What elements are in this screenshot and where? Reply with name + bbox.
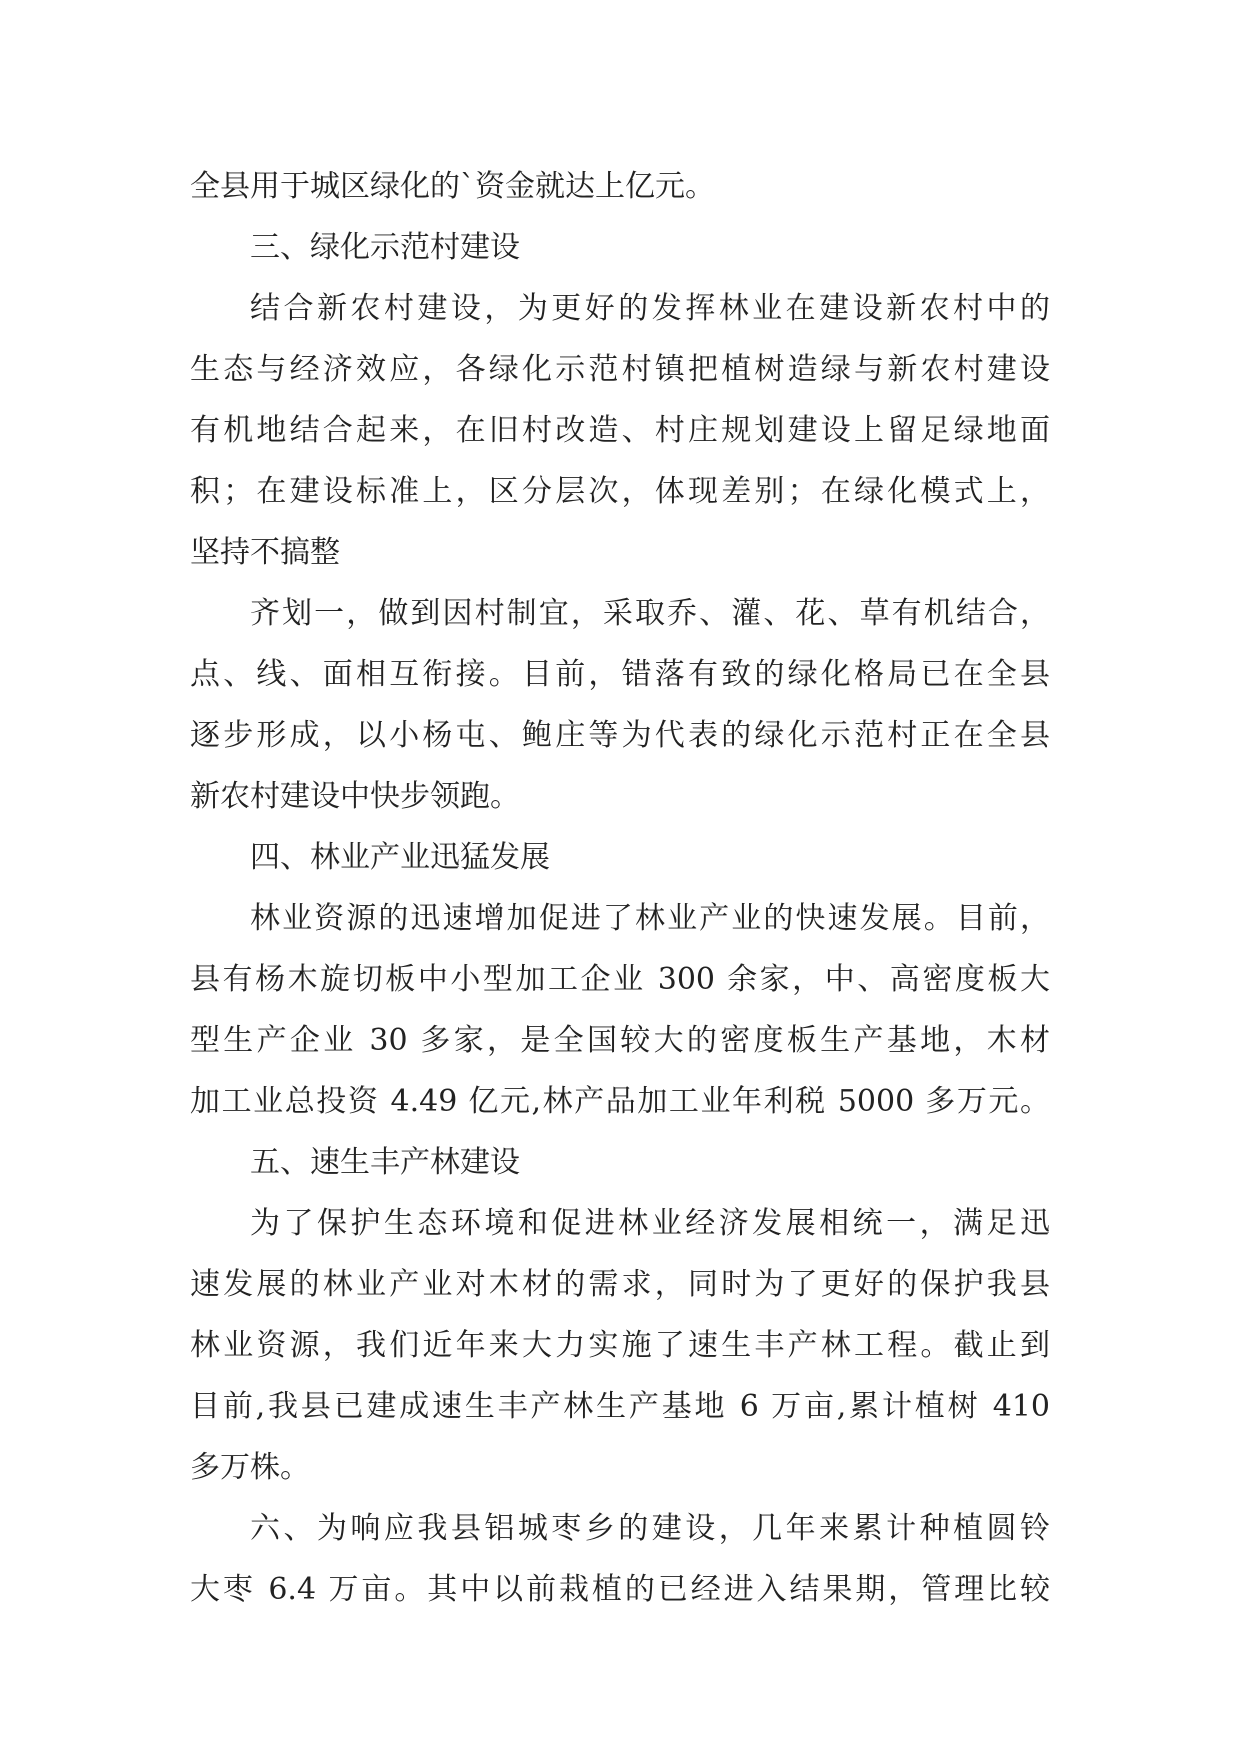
section-heading: 三、绿化示范村建设 (250, 230, 520, 265)
text-line: 生态与经济效应，各绿化示范村镇把植树造绿与新农村建设 (190, 352, 1050, 387)
text-line: 速发展的林业产业对木材的需求，同时为了更好的保护我县 (190, 1267, 1050, 1302)
text-line: 坚持不搞整 (190, 535, 340, 570)
text-line: 结合新农村建设，为更好的发挥林业在建设新农村中的 (250, 291, 1050, 326)
text-line: 齐划一，做到因村制宜，采取乔、灌、花、草有机结合， (250, 596, 1050, 631)
text-line: 型生产企业 30 多家，是全国较大的密度板生产基地，木材 (190, 1023, 1050, 1058)
text-line: 为了保护生态环境和促进林业经济发展相统一，满足迅 (250, 1206, 1050, 1241)
text-line: 多万株。 (190, 1450, 310, 1485)
section-heading: 六、为响应我县铝城枣乡的建设，几年来累计种植圆铃 (250, 1511, 1050, 1546)
text-line: 积；在建设标准上，区分层次，体现差别；在绿化模式上， (190, 474, 1050, 509)
text-line: 林业资源的迅速增加促进了林业产业的快速发展。目前， (250, 901, 1050, 936)
text-line: 有机地结合起来，在旧村改造、村庄规划建设上留足绿地面 (190, 413, 1050, 448)
text-line: 全县用于城区绿化的`资金就达上亿元。 (190, 169, 715, 204)
text-line: 逐步形成，以小杨屯、鲍庄等为代表的绿化示范村正在全县 (190, 718, 1050, 753)
text-line: 新农村建设中快步领跑。 (190, 779, 520, 814)
text-line: 目前,我县已建成速生丰产林生产基地 6 万亩,累计植树 410 (190, 1389, 1050, 1424)
text-line: 林业资源，我们近年来大力实施了速生丰产林工程。截止到 (190, 1328, 1050, 1363)
document-body (190, 156, 1050, 1620)
text-line: 点、线、面相互衔接。目前，错落有致的绿化格局已在全县 (190, 657, 1050, 692)
text-line: 大枣 6.4 万亩。其中以前栽植的已经进入结果期，管理比较 (190, 1572, 1050, 1607)
section-heading: 五、速生丰产林建设 (250, 1145, 520, 1180)
text-line: 加工业总投资 4.49 亿元,林产品加工业年利税 5000 多万元。 (190, 1084, 1050, 1119)
section-heading: 四、林业产业迅猛发展 (250, 840, 550, 875)
text-line: 县有杨木旋切板中小型加工企业 300 余家，中、高密度板大 (190, 962, 1050, 997)
